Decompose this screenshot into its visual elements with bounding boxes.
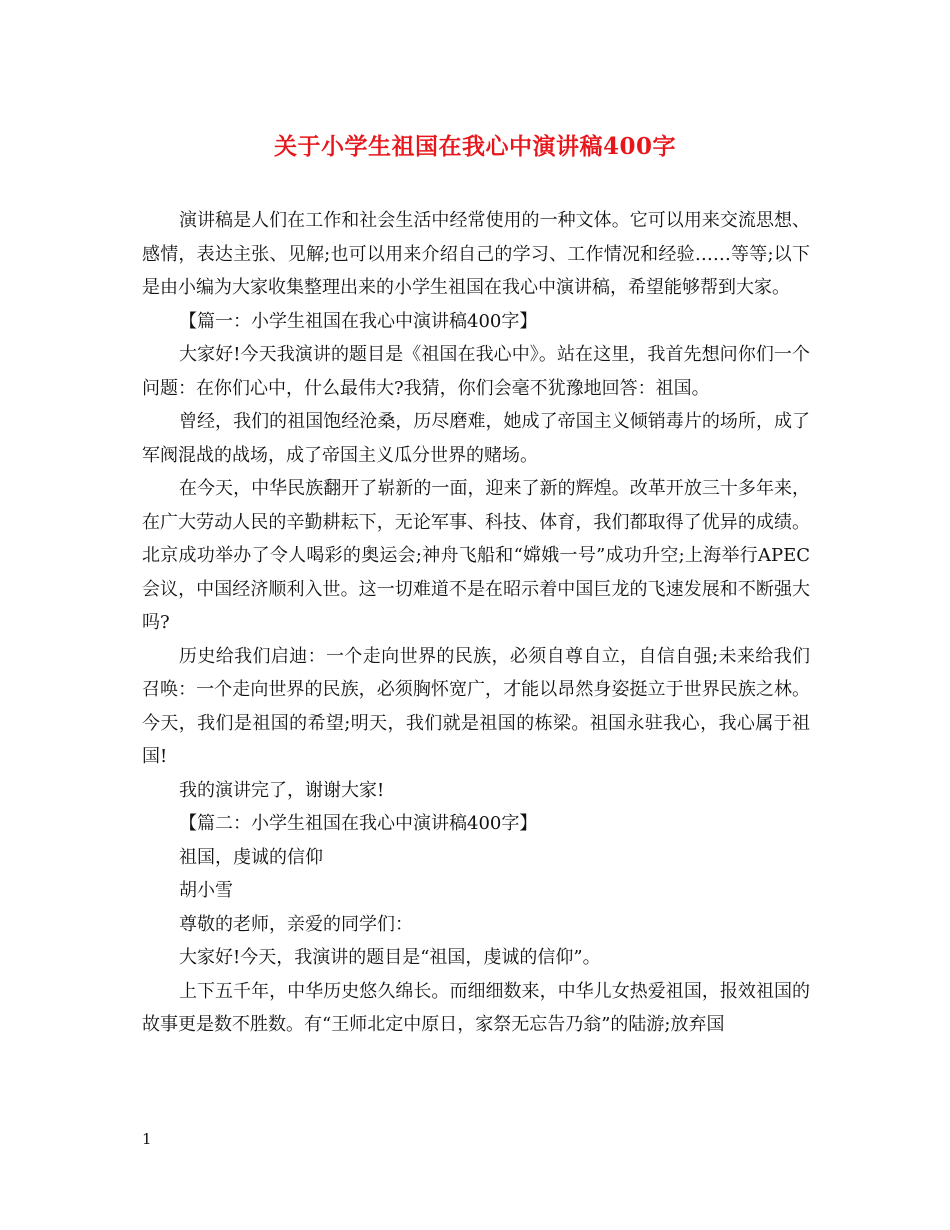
paragraph: 我的演讲完了，谢谢大家! bbox=[179, 779, 385, 801]
salutation: 尊敬的老师，亲爱的同学们： bbox=[179, 913, 413, 935]
author-name: 胡小雪 bbox=[179, 880, 233, 901]
document-title: 关于小学生祖国在我心中演讲稿400字 bbox=[273, 133, 676, 160]
paragraph: 曾经，我们的祖国饱经沧桑，历尽磨难，她成了帝国主义倾销毒片的场所，成了军阀混战的战场，成了帝国主义瓜分世界的赌场。 bbox=[142, 411, 810, 466]
speech-title: 祖国，虔诚的信仰 bbox=[179, 846, 323, 868]
paragraph: 上下五千年，中华历史悠久绵长。而细细数来，中华儿女热爱祖国，报效祖国的故事更是数不胜数。有“王师北定中原日，家祭无忘告乃翁”的陆游;放弃国 bbox=[142, 980, 810, 1035]
section-heading-1: 【篇一：小学生祖国在我心中演讲稿400字】 bbox=[179, 310, 538, 332]
paragraph: 大家好!今天，我演讲的题目是“祖国，虔诚的信仰”。 bbox=[179, 947, 601, 968]
paragraph: 历史给我们启迪：一个走向世界的民族，必须自尊自立，自信自强;未来给我们召唤：一个走向世界的民族，必须胸怀宽广，才能以昂然身姿挺立于世界民族之林。今天，我们是祖国的希望;明天，我们就是祖国的栋梁。祖国永驻我心，我心属于祖国! bbox=[142, 645, 810, 767]
paragraph: 大家好!今天我演讲的题目是《祖国在我心中》。站在这里，我首先想问你们一个问题：在你们心中，什么最伟大?我猜，你们会毫不犹豫地回答：祖国。 bbox=[142, 344, 810, 399]
page-number: 1 bbox=[142, 1130, 152, 1148]
section-heading-2: 【篇二：小学生祖国在我心中演讲稿400字】 bbox=[179, 813, 538, 834]
paragraph-intro: 演讲稿是人们在工作和社会生活中经常使用的一种文体。它可以用来交流思想、感情，表达主张、见解;也可以用来介绍自己的学习、工作情况和经验……等等;以下是由小编为大家收集整理出来的小学生祖国在我心中演讲稿，希望能够帮到大家。 bbox=[142, 210, 810, 298]
document-body bbox=[142, 204, 810, 1042]
paragraph: 在今天，中华民族翻开了崭新的一面，迎来了新的辉煌。改革开放三十多年来，在广大劳动人民的辛勤耕耘下，无论军事、科技、体育，我们都取得了优异的成绩。北京成功举办了令人喝彩的奥运会;神舟飞船和“嫦娥一号”成功升空;上海举行APEC会议，中国经济顺利入世。这一切难道不是在昭示着中国巨龙的飞速发展和不断强大吗? bbox=[142, 478, 810, 633]
